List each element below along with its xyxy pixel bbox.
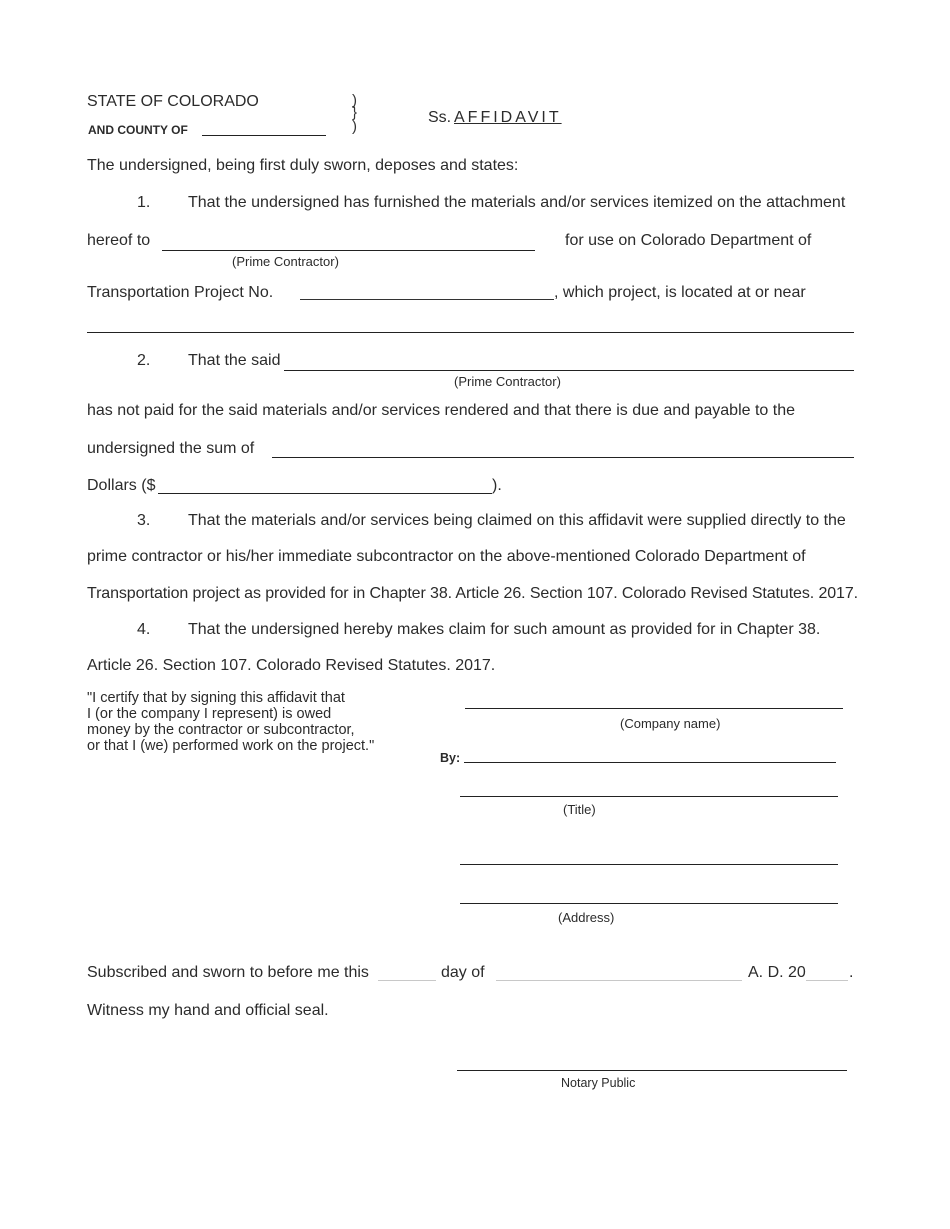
item1-number: 1.: [137, 194, 151, 211]
by-signature-field[interactable]: [464, 762, 836, 763]
sum-label: undersigned the sum of: [87, 440, 255, 457]
item3-line3: Transportation project as provided for in Chapter 38. Article 26. Section 107. Colorado Revised Statutes. 2017.: [87, 585, 858, 602]
for-use-text: for use on Colorado Department of: [565, 232, 812, 249]
notary-public-caption: Notary Public: [561, 1076, 636, 1090]
prime-contractor-caption-2: (Prime Contractor): [454, 374, 561, 389]
ss-label: Ss.: [428, 109, 452, 126]
certify-line-1: "I certify that by signing this affidavit that: [87, 690, 345, 706]
company-name-field[interactable]: [465, 708, 843, 709]
county-label: AND COUNTY OF: [88, 123, 188, 137]
item2-text: has not paid for the said materials and/or services rendered and that there is due and payable to the: [87, 402, 795, 419]
address-field-1[interactable]: [460, 864, 838, 865]
company-name-caption: (Company name): [620, 716, 721, 731]
project-location-text: , which project, is located at or near: [554, 284, 806, 301]
item4-number: 4.: [137, 621, 151, 638]
dollars-field[interactable]: [158, 493, 492, 494]
witness-text: Witness my hand and official seal.: [87, 1002, 329, 1019]
year-field[interactable]: [806, 980, 848, 981]
brace-bottom-icon: ): [352, 118, 357, 135]
location-field[interactable]: [87, 332, 854, 333]
day-of-label: day of: [441, 964, 485, 981]
brace-mid-icon: }: [352, 104, 358, 121]
item1-text: That the undersigned has furnished the materials and/or services itemized on the attachment: [188, 194, 846, 211]
hereof-label: hereof to: [87, 232, 151, 249]
state-label: STATE OF COLORADO: [87, 93, 259, 110]
affidavit-title: AFFIDAVIT: [454, 109, 562, 126]
address-field-2[interactable]: [460, 903, 838, 904]
notary-signature-field[interactable]: [457, 1070, 847, 1071]
footer-period: .: [849, 964, 854, 981]
address-caption: (Address): [558, 910, 615, 925]
that-said-label: That the said: [188, 352, 281, 369]
brace-top-icon: ): [352, 92, 357, 109]
ad-label: A. D. 20: [748, 964, 806, 981]
certify-statement: [87, 690, 374, 754]
dollars-label: Dollars ($: [87, 477, 156, 494]
sum-field[interactable]: [272, 457, 854, 458]
prime-contractor-field-2[interactable]: [284, 370, 854, 371]
project-no-field[interactable]: [300, 299, 554, 300]
prime-contractor-field-1[interactable]: [162, 250, 535, 251]
subscribed-text: Subscribed and sworn to before me this: [87, 964, 369, 981]
item2-number: 2.: [137, 352, 151, 369]
certify-line-3: money by the contractor or subcontractor,: [87, 722, 355, 738]
certify-line-2: I (or the company I represent) is owed: [87, 706, 332, 722]
dollars-close: ).: [492, 477, 502, 494]
day-field[interactable]: [378, 980, 436, 981]
item3-line2: prime contractor or his/her immediate subcontractor on the above-mentioned Colorado Department of: [87, 548, 806, 565]
project-no-label: Transportation Project No.: [87, 284, 274, 301]
county-field[interactable]: [202, 135, 326, 136]
title-field[interactable]: [460, 796, 838, 797]
title-caption: (Title): [563, 802, 596, 817]
item4-line1: That the undersigned hereby makes claim for such amount as provided for in Chapter 38.: [188, 621, 821, 638]
item4-line2: Article 26. Section 107. Colorado Revised Statutes. 2017.: [87, 657, 496, 674]
prime-contractor-caption-1: (Prime Contractor): [232, 254, 339, 269]
item3-line1: That the materials and/or services being claimed on this affidavit were supplied directly to the: [188, 512, 846, 529]
by-label: By:: [440, 751, 461, 765]
certify-line-4: or that I (we) performed work on the project.": [87, 738, 375, 754]
month-field[interactable]: [496, 980, 742, 981]
intro-text: The undersigned, being first duly sworn, deposes and states:: [87, 157, 519, 174]
item3-number: 3.: [137, 512, 151, 529]
